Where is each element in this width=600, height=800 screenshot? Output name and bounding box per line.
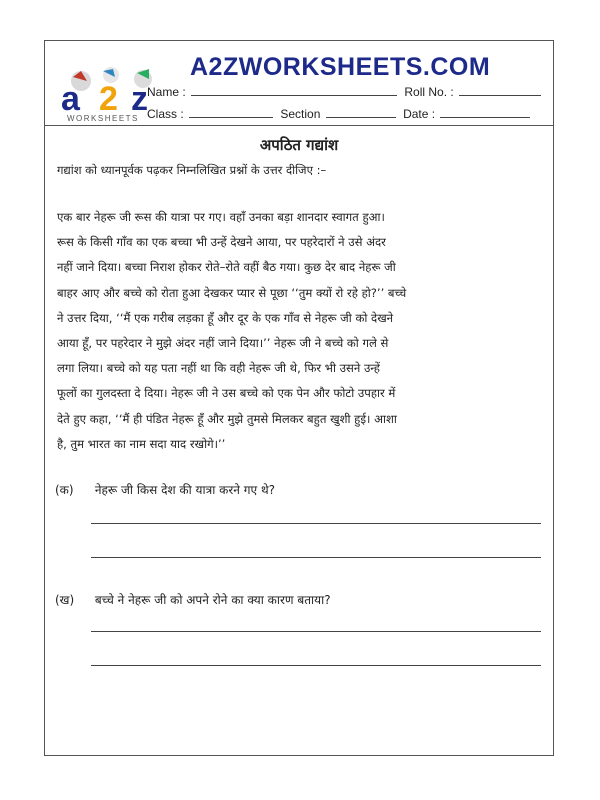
answer-line[interactable] bbox=[91, 631, 541, 632]
svg-text:2: 2 bbox=[99, 80, 118, 118]
instruction-text: गद्यांश को ध्यानपूर्वक पढ़कर निम्नलिखित प्रश्नों के उत्तर दीजिए :– bbox=[57, 163, 327, 177]
date-label: Date : bbox=[403, 107, 436, 121]
name-label: Name : bbox=[147, 85, 186, 99]
question-1 bbox=[55, 481, 275, 498]
worksheet-page bbox=[44, 40, 554, 756]
passage-line: बाहर आए और बच्चे को रोता हुआ देखकर प्यार से पूछा ‘‘तुम क्यों रो रहे हो?’’ बच्चे bbox=[57, 285, 407, 300]
class-label: Class : bbox=[147, 107, 184, 121]
passage-line: रूस के किसी गाँव का एक बच्चा भी उन्हें देखने आया, पर पहरेदारों ने उसे अंदर bbox=[57, 235, 386, 250]
question-number: (ख) bbox=[55, 593, 75, 607]
section-field[interactable] bbox=[326, 107, 396, 118]
rollno-label: Roll No. : bbox=[404, 85, 454, 99]
class-section-date-row bbox=[147, 107, 534, 121]
passage-line: लगा लिया। बच्चे को यह पता नहीं था कि वही नेहरू जी थे, फिर भी उसने उन्हें bbox=[57, 361, 380, 376]
date-field[interactable] bbox=[440, 107, 530, 118]
question-text: नेहरू जी किस देश की यात्रा करने गए थे? bbox=[94, 483, 276, 497]
svg-text:WORKSHEETS: WORKSHEETS bbox=[67, 114, 139, 123]
passage-line: देते हुए कहा, ‘‘मैं ही पंडित नेहरू हूँ और मुझे तुमसे मिलकर बहुत खुशी हुई। आशा bbox=[57, 411, 397, 426]
name-field[interactable] bbox=[191, 85, 397, 96]
worksheet-title: अपठित गद्यांश bbox=[259, 136, 339, 154]
passage-line: नहीं जाने दिया। बच्चा निराश होकर रोते–रोते वहीं बैठ गया। कुछ देर बाद नेहरू जी bbox=[57, 260, 396, 275]
answer-line[interactable] bbox=[91, 523, 541, 524]
passage-line: है, तुम भारत का नाम सदा याद रखोगे।’’ bbox=[57, 436, 226, 451]
passage-line: आया हूँ, पर पहरेदार ने मुझे अंदर नहीं जाने दिया।’’ नेहरू जी ने बच्चे को गले से bbox=[57, 336, 389, 351]
answer-line[interactable] bbox=[91, 665, 541, 666]
passage-line: फूलों का गुलदस्ता दे दिया। नेहरू जी ने उस बच्चे को एक पेन और फोटो उपहार में bbox=[57, 386, 396, 401]
answer-line[interactable] bbox=[91, 557, 541, 558]
passage bbox=[57, 205, 541, 457]
question-text: बच्चे ने नेहरू जी को अपने रोने का क्या कारण बताया? bbox=[94, 593, 331, 607]
passage-line: ने उत्तर दिया, ‘‘मैं एक गरीब लड़का हूँ और दूर के एक गाँव से नेहरू जी को देखने bbox=[57, 310, 394, 325]
question-2 bbox=[55, 591, 331, 608]
worksheet-header bbox=[45, 41, 553, 126]
name-roll-row bbox=[147, 85, 545, 99]
section-label: Section bbox=[280, 107, 321, 121]
passage-line: एक बार नेहरू जी रूस की यात्रा पर गए। वहाँ उनका बड़ा शानदार स्वागत हुआ। bbox=[57, 210, 385, 224]
class-field[interactable] bbox=[189, 107, 273, 118]
question-number: (क) bbox=[55, 483, 74, 497]
site-brand: A2ZWORKSHEETS.COM bbox=[190, 53, 491, 81]
rollno-field[interactable] bbox=[459, 85, 541, 96]
logo-letters: a bbox=[61, 80, 80, 118]
svg-text:z: z bbox=[131, 80, 148, 118]
